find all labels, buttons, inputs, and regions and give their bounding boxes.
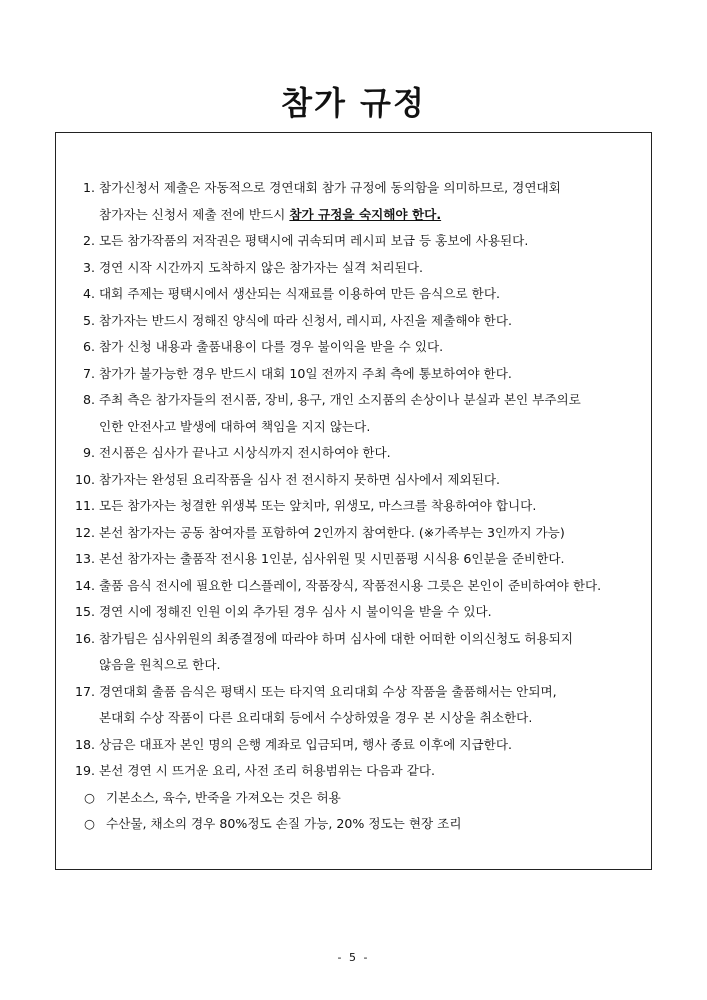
rule-text: 전시품은 심사가 끝나고 시상식까지 전시하여야 한다. [99,445,391,460]
rule-item [68,334,646,361]
sub-item [68,785,646,812]
rule-item [68,493,646,520]
rule-text: 모든 참가작품의 저작권은 평택시에 귀속되며 레시피 보급 등 홍보에 사용된다. [99,233,529,248]
rule-number: 18. [74,736,95,752]
rule-item [68,175,646,228]
rule-text-line: 본대회 수상 작품이 다른 요리대회 등에서 수상하였을 경우 본 시상을 취소한다. [99,710,533,725]
rule-number: 10. [74,471,95,487]
rule-text: 상금은 대표자 본인 명의 은행 계좌로 입금되며, 행사 종료 이후에 지급한다. [99,736,513,752]
rule-number: 3. [82,259,95,275]
rule-text [99,387,646,440]
page-title: 참가 규정 [281,84,426,122]
rule-item [68,467,646,494]
rule-item [68,520,646,547]
rule-item [68,679,646,732]
rule-number: 19. [74,763,95,778]
rule-text-line: 참가신청서 제출은 자동적으로 경연대회 참가 규정에 동의함을 의미하므로, 경연대회 [99,180,561,195]
rule-number: 17. [74,683,95,699]
rule-text: 경연 시에 정해진 인원 이외 추가된 경우 심사 시 불이익을 받을 수 있다. [99,604,492,619]
rule-item [68,387,646,440]
rule-number: 15. [74,604,95,619]
rule-number: 2. [82,233,95,248]
page-number: - 5 - [337,951,370,964]
rule-text-line: 주최 측은 참가자들의 전시품, 장비, 용구, 개인 소지품의 손상이나 분실과 본인 부주의로 [99,392,581,407]
rule-text-line: 참가팀은 심사위원의 최종결정에 따라야 하며 심사에 대한 어떠한 이의신청도 허용되지 [99,630,573,646]
rule-item [68,440,646,467]
rule-number: 9. [82,445,95,460]
rule-number: 16. [74,630,95,646]
rule-number: 13. [74,551,95,566]
circle-bullet-icon: ○ [84,789,95,805]
rule-number: 7. [82,365,95,381]
rule-number: 8. [82,392,95,407]
rule-text: 참가자는 완성된 요리작품을 심사 전 전시하지 못하면 심사에서 제외된다. [99,471,500,487]
rule-text-line: 않음을 원칙으로 한다. [99,657,221,672]
rule-text: 본선 경연 시 뜨거운 요리, 사전 조리 허용범위는 다음과 같다. [99,763,436,778]
rule-number: 4. [82,286,95,301]
rule-text: 경연 시작 시간까지 도착하지 않은 참가자는 실격 처리된다. [99,259,423,275]
rule-text: 출품 음식 전시에 필요한 디스플레이, 작품장식, 작품전시용 그릇은 본인이 준비하여야 한다. [99,577,602,593]
sub-item [68,811,646,838]
rule-text-line: 인한 안전사고 발생에 대하여 책임을 지지 않는다. [99,418,371,434]
rules-list [68,175,646,838]
sub-item-text: 기본소스, 육수, 반죽을 가져오는 것은 허용 [106,789,341,805]
rule-text [99,626,646,679]
rule-text: 대회 주제는 평택시에서 생산되는 식재료를 이용하여 만든 음식으로 한다. [99,286,500,301]
rule-text: 본선 참가자는 출품작 전시용 1인분, 심사위원 및 시민품평 시식용 6인분을 준비한다. [99,551,565,566]
rule-number: 11. [74,498,95,513]
rule-item [68,228,646,255]
sub-item-text: 수산물, 채소의 경우 80%정도 손질 가능, 20% 정도는 현장 조리 [106,816,462,831]
rule-number: 6. [82,339,95,354]
rule-item [68,573,646,600]
rule-number: 5. [82,312,95,328]
rule-text-line: 참가자는 신청서 제출 전에 반드시 [99,206,290,222]
rule-text: 모든 참가자는 청결한 위생복 또는 앞치마, 위생모, 마스크를 착용하여야 합니다. [99,498,537,513]
rule-item [68,732,646,759]
rule-emphasis: 참가 규정을 숙지해야 한다. [289,206,442,222]
rule-text [99,175,646,228]
rule-text-line: 경연대회 출품 음식은 평택시 또는 타지역 요리대회 수상 작품을 출품해서는 안되며, [99,683,557,699]
rule-number: 1. [82,180,95,195]
rule-item [68,599,646,626]
rule-text: 본선 참가자는 공동 참여자를 포함하여 2인까지 참여한다. (※가족부는 3인까지 가능) [99,524,565,540]
rules-box [55,132,652,870]
rule-item [68,281,646,308]
rule-text [99,679,646,732]
rule-text: 참가가 불가능한 경우 반드시 대회 10일 전까지 주최 측에 통보하여야 한다. [99,365,512,381]
rule-number: 14. [74,577,95,593]
rule-number: 12. [74,524,95,540]
rule-item [68,626,646,679]
rule-item [68,308,646,335]
rule-item [68,255,646,282]
circle-bullet-icon: ○ [84,816,95,831]
rule-text: 참가 신청 내용과 출품내용이 다를 경우 불이익을 받을 수 있다. [99,339,444,354]
rule-item [68,361,646,388]
rule-text: 참가자는 반드시 정해진 양식에 따라 신청서, 레시피, 사진을 제출해야 한다. [99,312,513,328]
rule-item [68,758,646,785]
rule-item [68,546,646,573]
